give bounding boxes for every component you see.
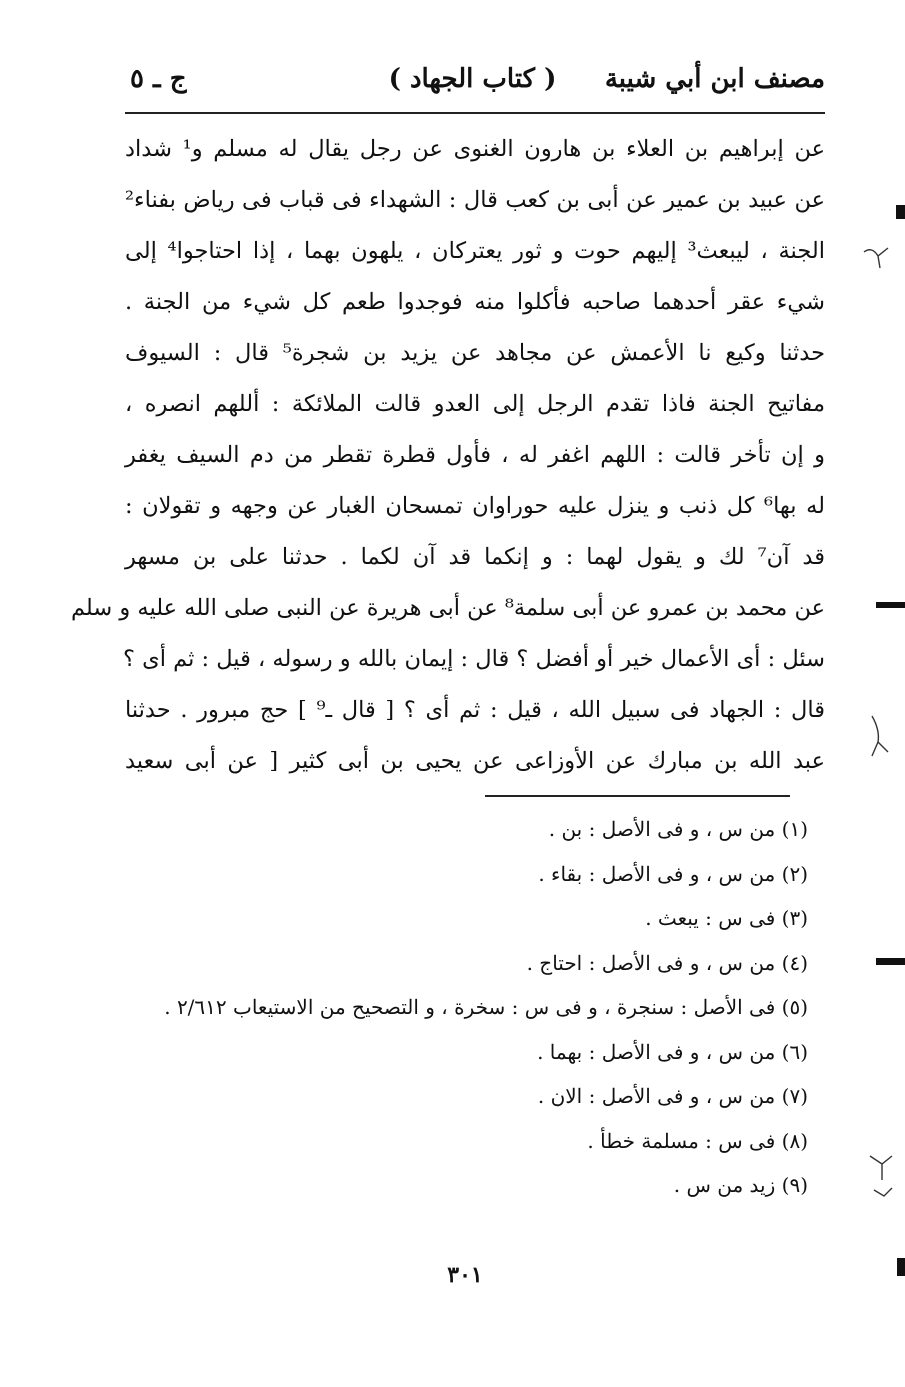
page-number: ٣٠١: [447, 1262, 483, 1288]
volume-label: ج ـ ٥: [130, 64, 187, 94]
footnote: (٥) فى الأصل : سنجرة ، و فى س : سخرة ، و التصحيح من الاستيعاب ٢/٦١٢ .: [164, 995, 808, 1019]
header-rule: [125, 112, 825, 114]
chapter-title: ( كتاب الجهاد ): [388, 64, 557, 94]
text-line: قد آن⁷ لك و يقول لهما : و إنكما قد آن لكما . حدثنا على بن مسهر: [125, 544, 825, 570]
footnote: (٨) فى س : مسلمة خطأ .: [587, 1128, 808, 1153]
scan-edge-mark: [866, 1150, 896, 1204]
scan-edge-mark: [896, 205, 905, 219]
footnote: (٦) من س ، و فى الأصل : بهما .: [537, 1039, 808, 1064]
scan-edge-mark: [876, 602, 905, 608]
text-line: سئل : أى الأعمال خير أو أفضل ؟ قال : إيمان بالله و رسوله ، قيل : ثم أى ؟: [123, 646, 825, 672]
text-line: مفاتيح الجنة فاذا تقدم الرجل إلى العدو قالت الملائكة : أللهم انصره ،: [125, 391, 825, 417]
scan-edge-mark: [876, 958, 905, 965]
text-line: و إن تأخر قالت : اللهم اغفر له ، فأول قطرة تقطر من دم السيف يغفر: [125, 442, 825, 468]
scan-edge-mark: [897, 1258, 905, 1276]
text-line: عن إبراهيم بن العلاء بن هارون الغنوى عن رجل يقال له مسلم و¹ شداد: [125, 136, 825, 162]
text-line: عبد الله بن مبارك عن الأوزاعى عن يحيى بن أبى كثير [ عن أبى سعيد: [125, 748, 825, 774]
text-line: له بها⁶ كل ذنب و ينزل عليه حوراوان تمسحان الغبار عن وجهه و تقولان :: [125, 493, 825, 519]
main-text: [70, 124, 825, 787]
text-line: الجنة ، ليبعث³ إليهم حوت و ثور يعتركان ، يلهون بهما ، إذا احتاجوا⁴ إلى: [125, 238, 825, 264]
text-line: حدثنا وكيع نا الأعمش عن مجاهد عن يزيد بن شجرة⁵ قال : السيوف: [125, 340, 825, 366]
footnotes: [120, 807, 808, 1208]
scan-edge-mark: [868, 712, 894, 760]
footnote: (٢) من س ، و فى الأصل : بقاء .: [538, 861, 808, 886]
book-title: مصنف ابن أبي شيبة: [604, 64, 825, 94]
footnote-separator: [485, 795, 790, 797]
running-header: [120, 60, 825, 100]
footnote: (٣) فى س : يبعث .: [645, 906, 808, 930]
scan-edge-mark: [862, 238, 892, 272]
text-line: عن عبيد بن عمير عن أبى بن كعب قال : الشهداء فى قباب فى رياض بفناء²: [125, 187, 825, 213]
footnote: (٧) من س ، و فى الأصل : الان .: [537, 1084, 808, 1108]
text-line: شيء عقر أحدهما صاحبه فأكلوا منه فوجدوا طعم كل شيء من الجنة .: [125, 289, 825, 315]
text-line: عن محمد بن عمرو عن أبى سلمة⁸ عن أبى هريرة عن النبى صلى الله عليه و سلم: [70, 595, 825, 621]
footnote: (٩) زيد من س .: [673, 1173, 808, 1197]
footnote: (١) من س ، و فى الأصل : بن .: [548, 817, 808, 841]
footnote: (٤) من س ، و فى الأصل : احتاج .: [526, 950, 808, 975]
text-line: قال : الجهاد فى سبيل الله ، قيل : ثم أى ؟ [ قال ـ⁹ ] حج مبرور . حدثنا: [125, 697, 825, 723]
